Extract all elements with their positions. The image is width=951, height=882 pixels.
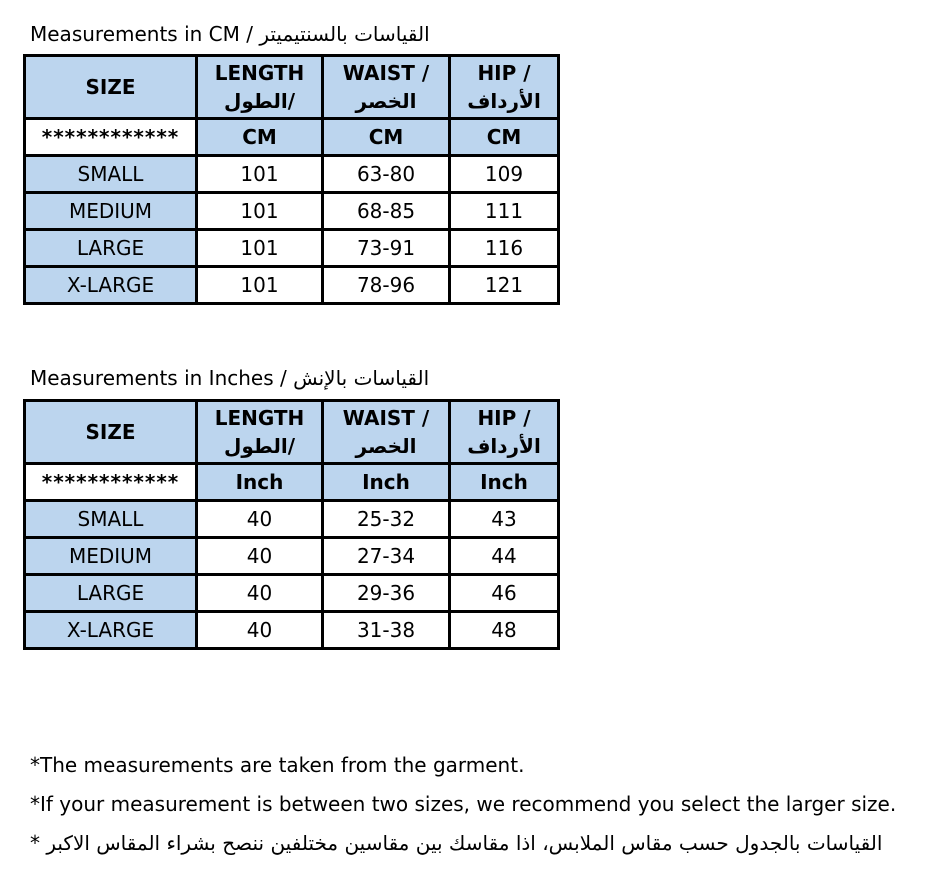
size-cell: LARGE <box>25 575 197 612</box>
hip-cell: 44 <box>450 538 559 575</box>
hip-header <box>450 401 559 464</box>
size-cell: SMALL <box>25 501 197 538</box>
stars-cell: ************ <box>25 119 197 156</box>
length-cell: 101 <box>197 267 323 304</box>
waist-header <box>323 56 450 119</box>
waist-header-ar: الخصر <box>355 89 417 113</box>
waist-header-en: WAIST / <box>342 406 430 430</box>
hip-cell: 46 <box>450 575 559 612</box>
length-header-en: LENGTH <box>214 61 305 85</box>
hip-cell: 111 <box>450 193 559 230</box>
inch-size-table <box>23 399 560 650</box>
table-row <box>25 538 559 575</box>
length-unit: CM <box>197 119 323 156</box>
note-arabic: القياسات بالجدول حسب مقاس الملابس، اذا مقاسك بين مقاسين مختلفين ننصح بشراء المقاس الاكبر * <box>30 831 883 855</box>
length-cell: 40 <box>197 612 323 649</box>
hip-cell: 109 <box>450 156 559 193</box>
hip-cell: 43 <box>450 501 559 538</box>
waist-cell: 27-34 <box>323 538 450 575</box>
table-row <box>25 230 559 267</box>
waist-header <box>323 401 450 464</box>
length-cell: 101 <box>197 156 323 193</box>
waist-header-ar: الخصر <box>355 434 417 458</box>
length-header <box>197 401 323 464</box>
size-cell: SMALL <box>25 156 197 193</box>
table-row <box>25 575 559 612</box>
hip-unit: CM <box>450 119 559 156</box>
table-row <box>25 612 559 649</box>
table-header-row <box>25 401 559 464</box>
size-cell: X-LARGE <box>25 267 197 304</box>
stars-cell: ************ <box>25 464 197 501</box>
waist-unit: CM <box>323 119 450 156</box>
cm-size-table <box>23 54 560 305</box>
hip-header-ar: الأرداف <box>467 89 541 113</box>
length-cell: 40 <box>197 501 323 538</box>
hip-header-ar: الأرداف <box>467 434 541 458</box>
hip-header-en: HIP / <box>477 406 531 430</box>
waist-cell: 31-38 <box>323 612 450 649</box>
unit-row <box>25 464 559 501</box>
hip-cell: 121 <box>450 267 559 304</box>
size-cell: MEDIUM <box>25 193 197 230</box>
length-cell: 101 <box>197 230 323 267</box>
waist-cell: 25-32 <box>323 501 450 538</box>
table-row <box>25 193 559 230</box>
length-header-ar: /الطول <box>223 89 296 113</box>
length-unit: Inch <box>197 464 323 501</box>
hip-cell: 116 <box>450 230 559 267</box>
length-header-en: LENGTH <box>214 406 305 430</box>
waist-cell: 63-80 <box>323 156 450 193</box>
table-row <box>25 267 559 304</box>
cm-caption: Measurements in CM / القياسات بالسنتيميتر <box>30 22 430 46</box>
hip-unit: Inch <box>450 464 559 501</box>
table-header-row <box>25 56 559 119</box>
size-header: SIZE <box>25 56 197 119</box>
length-cell: 40 <box>197 538 323 575</box>
hip-header-en: HIP / <box>477 61 531 85</box>
length-header-ar: /الطول <box>223 434 296 458</box>
table-row <box>25 156 559 193</box>
size-cell: LARGE <box>25 230 197 267</box>
length-cell: 40 <box>197 575 323 612</box>
size-cell: X-LARGE <box>25 612 197 649</box>
size-cell: MEDIUM <box>25 538 197 575</box>
waist-header-en: WAIST / <box>342 61 430 85</box>
note-between-sizes: *If your measurement is between two sizes, we recommend you select the larger size. <box>30 792 897 816</box>
waist-cell: 73-91 <box>323 230 450 267</box>
waist-cell: 78-96 <box>323 267 450 304</box>
table-row <box>25 501 559 538</box>
note-garment: *The measurements are taken from the garment. <box>30 753 525 777</box>
hip-header <box>450 56 559 119</box>
unit-row <box>25 119 559 156</box>
size-header: SIZE <box>25 401 197 464</box>
length-cell: 101 <box>197 193 323 230</box>
hip-cell: 48 <box>450 612 559 649</box>
waist-cell: 29-36 <box>323 575 450 612</box>
waist-cell: 68-85 <box>323 193 450 230</box>
waist-unit: Inch <box>323 464 450 501</box>
inch-caption: Measurements in Inches / القياسات بالإنش <box>30 366 430 390</box>
length-header <box>197 56 323 119</box>
